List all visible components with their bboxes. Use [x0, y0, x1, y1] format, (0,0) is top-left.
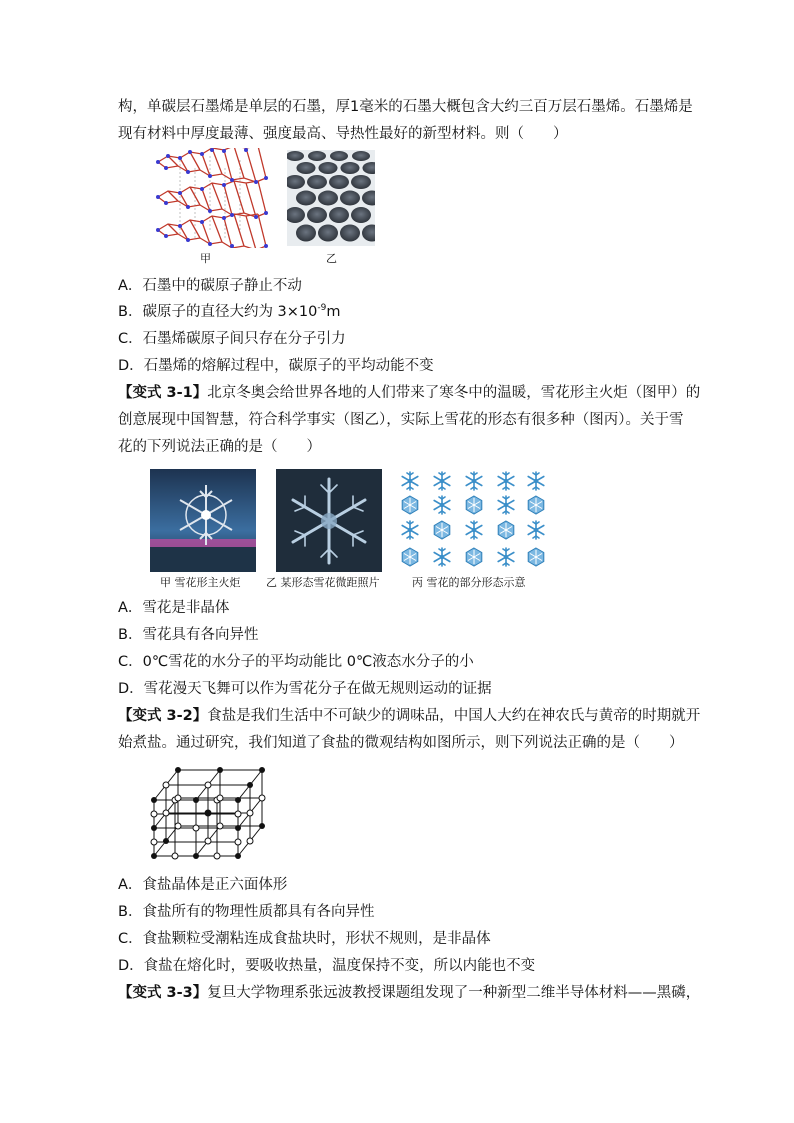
snowflake-torch-photo	[150, 469, 256, 572]
v32-text-line-2: 始煮盐。通过研究，我们知道了食盐的微观结构如图所示，则下列说法正确的是（ ）	[118, 735, 684, 751]
v32-option-c: C．食盐颗粒受潮粘连成食盐块时，形状不规则，是非晶体	[118, 931, 491, 947]
graphene-photo	[287, 150, 375, 246]
v32-text-1: 食盐是我们生活中不可缺少的调味品，中国人大约在神农氏与黄帝的时期就开	[207, 708, 701, 724]
v31-option-d: D．雪花漫天飞舞可以作为雪花分子在做无规则运动的证据	[118, 681, 492, 697]
q3-option-d: D．石墨烯的熔解过程中，碳原子的平均动能不变	[118, 358, 434, 374]
v32-option-b: B．食盐所有的物理性质都具有各向异性	[118, 904, 375, 920]
v33-text-line-1	[118, 983, 700, 1003]
snowflake-macro-photo	[276, 469, 382, 572]
caption-macro: 乙 某形态雪花微距照片	[266, 576, 380, 589]
caption-torch: 甲 雪花形主火炬	[160, 576, 241, 589]
nacl-lattice-diagram	[148, 764, 270, 862]
v31-text-line-2: 创意展现中国智慧，符合科学事实（图乙），实际上雪花的形态有很多种（图丙）。关于雪	[118, 412, 684, 428]
q3-option-b	[118, 302, 341, 322]
v31-option-b: B．雪花具有各向异性	[118, 627, 259, 643]
figure-label-jia: 甲	[200, 252, 211, 265]
v32-text-line-1	[118, 706, 700, 726]
v33-text-1: 复旦大学物理系张远波教授课题组发现了一种新型二维半导体材料——黑磷，	[207, 985, 701, 1001]
q3-option-b-text: B．碳原子的直径大约为 3×10	[118, 304, 318, 320]
q3-option-b-unit: m	[326, 304, 341, 320]
q3-option-a: A．石墨中的碳原子静止不动	[118, 278, 302, 294]
v31-text-line-1	[118, 383, 700, 403]
q3-option-b-exponent: -9	[317, 303, 327, 314]
graphite-lattice-figure	[150, 148, 275, 248]
q3-option-c: C．石墨烯碳原子间只存在分子引力	[118, 331, 346, 347]
v31-text-1: 北京冬奥会给世界各地的人们带来了寒冬中的温暖，雪花形主火炬（图甲）的	[207, 385, 701, 401]
q3-text-line-2: 现有材料中厚度最薄、强度最高、导热性最好的新型材料。则（ ）	[118, 126, 568, 142]
figure-label-yi: 乙	[326, 252, 337, 265]
v33-tag: 【变式 3-3】	[118, 985, 208, 1001]
snowflake-shapes-diagram	[398, 470, 546, 570]
q3-text-line-1: 构，单碳层石墨烯是单层的石墨，厚1毫米的石墨大概包含大约三百万层石墨烯。石墨烯是	[118, 99, 693, 115]
v32-option-a: A．食盐晶体是正六面体形	[118, 877, 288, 893]
v32-tag: 【变式 3-2】	[118, 708, 208, 724]
v31-tag: 【变式 3-1】	[118, 385, 208, 401]
v32-option-d: D．食盐在熔化时，要吸收热量，温度保持不变，所以内能也不变	[118, 958, 536, 974]
v31-text-line-3: 花的下列说法正确的是（ ）	[118, 439, 321, 455]
v31-option-a: A．雪花是非晶体	[118, 600, 230, 616]
v31-option-c: C．0℃雪花的水分子的平均动能比 0℃液态水分子的小	[118, 654, 474, 670]
caption-shapes: 丙 雪花的部分形态示意	[412, 576, 526, 589]
